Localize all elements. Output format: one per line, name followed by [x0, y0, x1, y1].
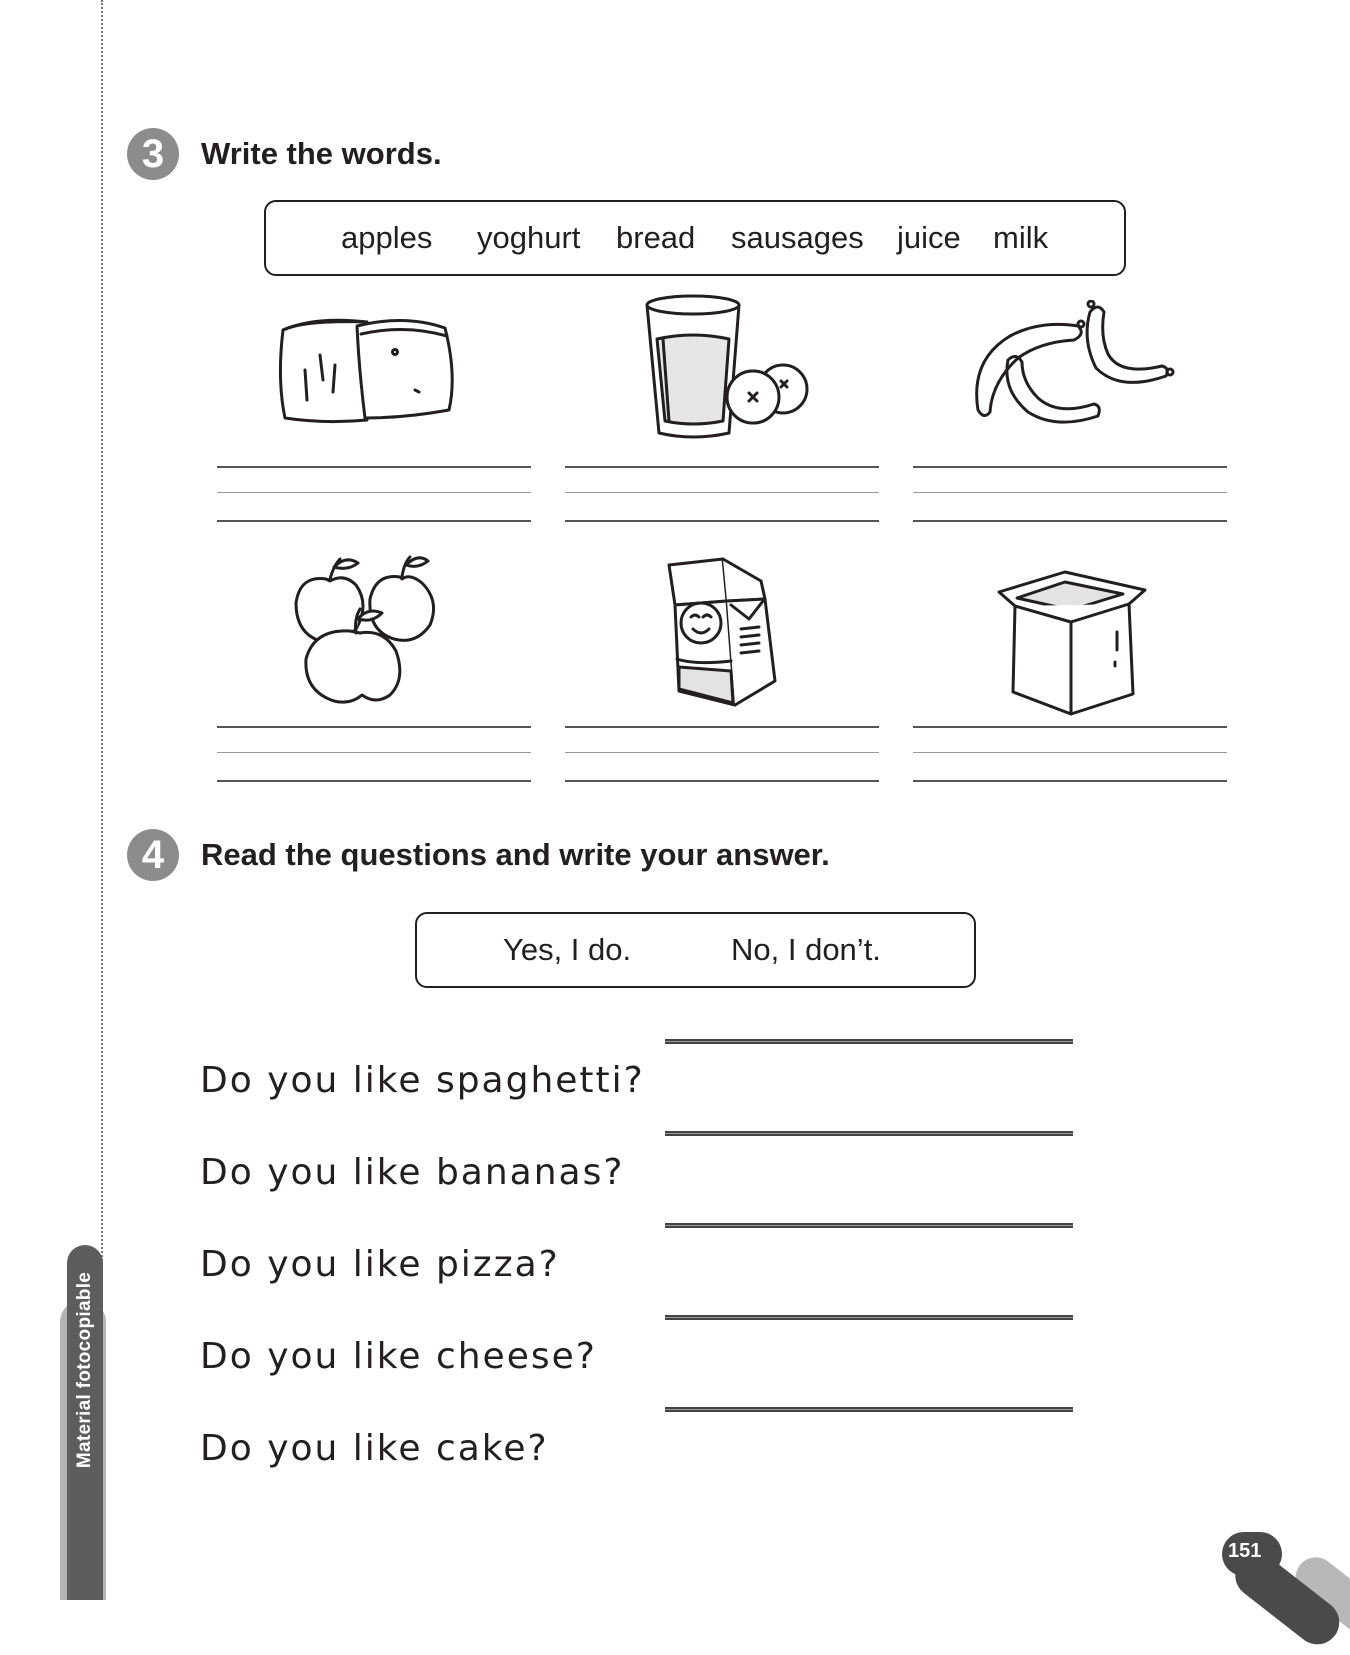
page-number: 151: [1228, 1540, 1262, 1562]
apples-picture: [290, 555, 450, 710]
exercise-3-title: Write the words.: [201, 136, 442, 171]
word-bank-item: yoghurt: [477, 220, 581, 255]
answer-option: No, I don’t.: [731, 932, 881, 967]
word-bank-item: bread: [616, 220, 696, 255]
question-pizza: Do you like pizza?: [200, 1244, 560, 1285]
bread-picture: [275, 310, 465, 430]
exercise-3-number: 3: [127, 128, 179, 180]
milk-carton-picture: [665, 555, 790, 715]
write-line-sausages[interactable]: [913, 466, 1227, 524]
sausages-picture: [970, 300, 1180, 435]
exercise-4-number: 4: [127, 829, 179, 881]
question-spaghetti: Do you like spaghetti?: [200, 1060, 645, 1101]
yoghurt-picture: [997, 570, 1152, 720]
write-line-bread[interactable]: [217, 466, 531, 524]
answer-bank-box: [415, 912, 976, 988]
word-bank-item: milk: [993, 220, 1049, 255]
question-bananas: Do you like bananas?: [200, 1152, 625, 1193]
answer-line-bananas[interactable]: [665, 1131, 1073, 1189]
exercise-4-title: Read the questions and write your answer.: [201, 837, 830, 872]
answer-line-spaghetti[interactable]: [665, 1039, 1073, 1097]
write-line-milk[interactable]: [565, 726, 879, 784]
juice-picture: [645, 293, 820, 443]
side-tab-label: Material fotocopiable: [74, 1271, 95, 1469]
write-line-apples[interactable]: [217, 726, 531, 784]
write-line-juice[interactable]: [565, 466, 879, 524]
answer-line-pizza[interactable]: [665, 1223, 1073, 1281]
answer-line-cake[interactable]: [665, 1407, 1073, 1465]
answer-option: Yes, I do.: [503, 932, 632, 967]
write-line-yoghurt[interactable]: [913, 726, 1227, 784]
word-bank-item: sausages: [731, 220, 864, 255]
word-bank-item: juice: [897, 220, 961, 255]
answer-line-cheese[interactable]: [665, 1315, 1073, 1373]
question-cake: Do you like cake?: [200, 1428, 549, 1469]
word-bank-box: [264, 200, 1126, 276]
question-cheese: Do you like cheese?: [200, 1336, 597, 1377]
word-bank-item: apples: [341, 220, 433, 255]
